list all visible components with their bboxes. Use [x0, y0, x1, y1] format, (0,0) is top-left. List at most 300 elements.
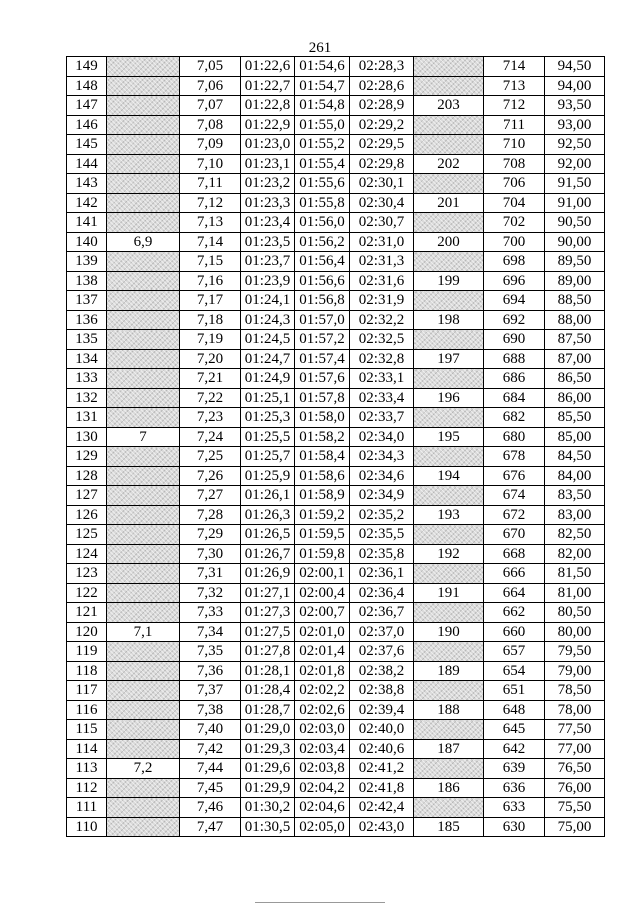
col8-cell: 700	[484, 232, 545, 252]
col6-cell: 02:31,3	[350, 252, 414, 272]
col5-cell: 01:56,4	[295, 252, 350, 272]
col7-cell: 189	[414, 661, 484, 681]
col7-cell	[414, 291, 484, 311]
col9-cell: 77,00	[545, 739, 605, 759]
points-cell: 117	[67, 681, 107, 701]
col8-cell: 712	[484, 96, 545, 116]
col4-cell: 01:24,5	[241, 330, 295, 350]
col4-cell: 01:25,3	[241, 408, 295, 428]
table-row	[67, 271, 605, 291]
col5-cell: 02:03,8	[295, 759, 350, 779]
table-row	[67, 174, 605, 194]
col4-cell: 01:30,2	[241, 798, 295, 818]
col5-cell: 01:55,0	[295, 115, 350, 135]
col8-cell: 714	[484, 57, 545, 77]
col4-cell: 01:22,9	[241, 115, 295, 135]
col9-cell: 79,50	[545, 642, 605, 662]
col5-cell: 02:00,7	[295, 603, 350, 623]
col2-cell	[107, 291, 180, 311]
col8-cell: 690	[484, 330, 545, 350]
col3-cell: 7,29	[180, 525, 241, 545]
col4-cell: 01:27,3	[241, 603, 295, 623]
col9-cell: 88,00	[545, 310, 605, 330]
col8-cell: 678	[484, 447, 545, 467]
col8-cell: 686	[484, 369, 545, 389]
col4-cell: 01:24,1	[241, 291, 295, 311]
col5-cell: 01:58,0	[295, 408, 350, 428]
points-cell: 142	[67, 193, 107, 213]
table-row	[67, 700, 605, 720]
col7-cell: 187	[414, 739, 484, 759]
col6-cell: 02:35,2	[350, 505, 414, 525]
col7-cell	[414, 330, 484, 350]
col8-cell: 674	[484, 486, 545, 506]
col9-cell: 82,50	[545, 525, 605, 545]
col7-cell	[414, 486, 484, 506]
col2-cell	[107, 252, 180, 272]
table-row	[67, 583, 605, 603]
col3-cell: 7,08	[180, 115, 241, 135]
points-cell: 141	[67, 213, 107, 233]
col8-cell: 645	[484, 720, 545, 740]
col2-cell	[107, 603, 180, 623]
col9-cell: 93,00	[545, 115, 605, 135]
table-row	[67, 603, 605, 623]
table-row	[67, 252, 605, 272]
points-cell: 124	[67, 544, 107, 564]
col2-cell	[107, 466, 180, 486]
table-row	[67, 778, 605, 798]
col2-cell: 7,1	[107, 622, 180, 642]
col8-cell: 660	[484, 622, 545, 642]
col8-cell: 688	[484, 349, 545, 369]
col2-cell	[107, 739, 180, 759]
col9-cell: 92,00	[545, 154, 605, 174]
col6-cell: 02:30,4	[350, 193, 414, 213]
col6-cell: 02:35,8	[350, 544, 414, 564]
col2-cell	[107, 408, 180, 428]
points-cell: 138	[67, 271, 107, 291]
col9-cell: 85,00	[545, 427, 605, 447]
col2-cell	[107, 700, 180, 720]
col6-cell: 02:36,7	[350, 603, 414, 623]
col8-cell: 676	[484, 466, 545, 486]
col6-cell: 02:37,0	[350, 622, 414, 642]
table-row	[67, 154, 605, 174]
col6-cell: 02:28,9	[350, 96, 414, 116]
col5-cell: 01:57,6	[295, 369, 350, 389]
col2-cell	[107, 447, 180, 467]
col3-cell: 7,18	[180, 310, 241, 330]
col7-cell: 202	[414, 154, 484, 174]
table-row	[67, 798, 605, 818]
col4-cell: 01:22,7	[241, 76, 295, 96]
table-row	[67, 408, 605, 428]
col3-cell: 7,19	[180, 330, 241, 350]
col5-cell: 02:00,4	[295, 583, 350, 603]
table-row	[67, 544, 605, 564]
col5-cell: 01:57,8	[295, 388, 350, 408]
col7-cell	[414, 115, 484, 135]
points-cell: 125	[67, 525, 107, 545]
col7-cell	[414, 603, 484, 623]
points-cell: 146	[67, 115, 107, 135]
col5-cell: 01:57,4	[295, 349, 350, 369]
col4-cell: 01:23,1	[241, 154, 295, 174]
col9-cell: 84,50	[545, 447, 605, 467]
col9-cell: 75,50	[545, 798, 605, 818]
col7-cell: 203	[414, 96, 484, 116]
points-cell: 113	[67, 759, 107, 779]
col2-cell: 6,9	[107, 232, 180, 252]
table-row	[67, 96, 605, 116]
points-cell: 147	[67, 96, 107, 116]
col3-cell: 7,25	[180, 447, 241, 467]
col6-cell: 02:34,9	[350, 486, 414, 506]
table-row	[67, 720, 605, 740]
col4-cell: 01:25,1	[241, 388, 295, 408]
col4-cell: 01:23,0	[241, 135, 295, 155]
col9-cell: 92,50	[545, 135, 605, 155]
col8-cell: 636	[484, 778, 545, 798]
col8-cell: 702	[484, 213, 545, 233]
col3-cell: 7,35	[180, 642, 241, 662]
col6-cell: 02:30,1	[350, 174, 414, 194]
col8-cell: 657	[484, 642, 545, 662]
col2-cell	[107, 115, 180, 135]
col7-cell: 192	[414, 544, 484, 564]
points-cell: 149	[67, 57, 107, 77]
col8-cell: 654	[484, 661, 545, 681]
col3-cell: 7,38	[180, 700, 241, 720]
points-cell: 128	[67, 466, 107, 486]
col9-cell: 84,00	[545, 466, 605, 486]
col2-cell	[107, 388, 180, 408]
col9-cell: 90,00	[545, 232, 605, 252]
col2-cell	[107, 798, 180, 818]
score-table	[66, 56, 605, 837]
col5-cell: 01:54,7	[295, 76, 350, 96]
col2-cell	[107, 778, 180, 798]
col8-cell: 696	[484, 271, 545, 291]
col6-cell: 02:29,5	[350, 135, 414, 155]
col4-cell: 01:22,8	[241, 96, 295, 116]
table-row	[67, 817, 605, 837]
col2-cell	[107, 525, 180, 545]
col6-cell: 02:32,8	[350, 349, 414, 369]
col2-cell	[107, 76, 180, 96]
col8-cell: 694	[484, 291, 545, 311]
col5-cell: 02:02,6	[295, 700, 350, 720]
col5-cell: 01:56,6	[295, 271, 350, 291]
col7-cell: 193	[414, 505, 484, 525]
col4-cell: 01:24,7	[241, 349, 295, 369]
col8-cell: 630	[484, 817, 545, 837]
col3-cell: 7,23	[180, 408, 241, 428]
col4-cell: 01:23,2	[241, 174, 295, 194]
col3-cell: 7,24	[180, 427, 241, 447]
col7-cell	[414, 369, 484, 389]
col4-cell: 01:25,7	[241, 447, 295, 467]
table-row	[67, 447, 605, 467]
col7-cell	[414, 252, 484, 272]
col4-cell: 01:23,9	[241, 271, 295, 291]
col4-cell: 01:29,6	[241, 759, 295, 779]
col9-cell: 79,00	[545, 661, 605, 681]
col3-cell: 7,44	[180, 759, 241, 779]
points-cell: 121	[67, 603, 107, 623]
col2-cell	[107, 720, 180, 740]
col7-cell: 194	[414, 466, 484, 486]
col9-cell: 77,50	[545, 720, 605, 740]
col5-cell: 01:58,4	[295, 447, 350, 467]
col9-cell: 78,50	[545, 681, 605, 701]
col5-cell: 01:58,2	[295, 427, 350, 447]
col5-cell: 02:04,2	[295, 778, 350, 798]
col6-cell: 02:37,6	[350, 642, 414, 662]
points-cell: 145	[67, 135, 107, 155]
col6-cell: 02:29,8	[350, 154, 414, 174]
col6-cell: 02:30,7	[350, 213, 414, 233]
col8-cell: 633	[484, 798, 545, 818]
col2-cell	[107, 564, 180, 584]
col8-cell: 711	[484, 115, 545, 135]
col5-cell: 01:59,5	[295, 525, 350, 545]
col9-cell: 83,00	[545, 505, 605, 525]
col9-cell: 89,50	[545, 252, 605, 272]
table-row	[67, 115, 605, 135]
points-cell: 148	[67, 76, 107, 96]
col2-cell	[107, 310, 180, 330]
col7-cell: 199	[414, 271, 484, 291]
col9-cell: 90,50	[545, 213, 605, 233]
col4-cell: 01:29,3	[241, 739, 295, 759]
col5-cell: 01:58,6	[295, 466, 350, 486]
col5-cell: 02:01,0	[295, 622, 350, 642]
col9-cell: 86,50	[545, 369, 605, 389]
col6-cell: 02:31,0	[350, 232, 414, 252]
col6-cell: 02:41,2	[350, 759, 414, 779]
col6-cell: 02:34,0	[350, 427, 414, 447]
col7-cell: 200	[414, 232, 484, 252]
col7-cell: 201	[414, 193, 484, 213]
col8-cell: 692	[484, 310, 545, 330]
col5-cell: 02:00,1	[295, 564, 350, 584]
col3-cell: 7,36	[180, 661, 241, 681]
points-cell: 120	[67, 622, 107, 642]
table-row	[67, 681, 605, 701]
col7-cell: 190	[414, 622, 484, 642]
col6-cell: 02:36,1	[350, 564, 414, 584]
points-cell: 110	[67, 817, 107, 837]
col4-cell: 01:24,3	[241, 310, 295, 330]
col6-cell: 02:32,5	[350, 330, 414, 350]
col7-cell	[414, 135, 484, 155]
col4-cell: 01:27,8	[241, 642, 295, 662]
col4-cell: 01:28,1	[241, 661, 295, 681]
col9-cell: 80,00	[545, 622, 605, 642]
col8-cell: 666	[484, 564, 545, 584]
col3-cell: 7,27	[180, 486, 241, 506]
col2-cell	[107, 174, 180, 194]
col4-cell: 01:26,9	[241, 564, 295, 584]
table-row	[67, 76, 605, 96]
col8-cell: 648	[484, 700, 545, 720]
col6-cell: 02:31,9	[350, 291, 414, 311]
col9-cell: 87,50	[545, 330, 605, 350]
table-row	[67, 57, 605, 77]
col3-cell: 7,37	[180, 681, 241, 701]
col3-cell: 7,15	[180, 252, 241, 272]
col6-cell: 02:43,0	[350, 817, 414, 837]
points-cell: 115	[67, 720, 107, 740]
col8-cell: 698	[484, 252, 545, 272]
col9-cell: 91,50	[545, 174, 605, 194]
points-cell: 111	[67, 798, 107, 818]
points-cell: 122	[67, 583, 107, 603]
table-row	[67, 622, 605, 642]
col6-cell: 02:41,8	[350, 778, 414, 798]
col8-cell: 668	[484, 544, 545, 564]
col7-cell	[414, 76, 484, 96]
points-cell: 126	[67, 505, 107, 525]
col6-cell: 02:29,2	[350, 115, 414, 135]
points-cell: 134	[67, 349, 107, 369]
col9-cell: 85,50	[545, 408, 605, 428]
col2-cell	[107, 135, 180, 155]
col4-cell: 01:26,3	[241, 505, 295, 525]
col3-cell: 7,14	[180, 232, 241, 252]
col8-cell: 713	[484, 76, 545, 96]
col8-cell: 706	[484, 174, 545, 194]
col2-cell	[107, 96, 180, 116]
col3-cell: 7,47	[180, 817, 241, 837]
col8-cell: 710	[484, 135, 545, 155]
col2-cell	[107, 213, 180, 233]
points-cell: 118	[67, 661, 107, 681]
points-cell: 139	[67, 252, 107, 272]
col4-cell: 01:26,7	[241, 544, 295, 564]
table-row	[67, 486, 605, 506]
col5-cell: 01:55,2	[295, 135, 350, 155]
col6-cell: 02:32,2	[350, 310, 414, 330]
col3-cell: 7,28	[180, 505, 241, 525]
table-row	[67, 427, 605, 447]
col9-cell: 76,00	[545, 778, 605, 798]
col3-cell: 7,34	[180, 622, 241, 642]
col4-cell: 01:25,9	[241, 466, 295, 486]
col3-cell: 7,07	[180, 96, 241, 116]
table-row	[67, 564, 605, 584]
col4-cell: 01:23,5	[241, 232, 295, 252]
points-cell: 112	[67, 778, 107, 798]
col3-cell: 7,30	[180, 544, 241, 564]
points-cell: 135	[67, 330, 107, 350]
points-cell: 136	[67, 310, 107, 330]
table-row	[67, 505, 605, 525]
col5-cell: 02:01,4	[295, 642, 350, 662]
col5-cell: 01:55,8	[295, 193, 350, 213]
col5-cell: 01:57,0	[295, 310, 350, 330]
col8-cell: 642	[484, 739, 545, 759]
col6-cell: 02:42,4	[350, 798, 414, 818]
col5-cell: 02:04,6	[295, 798, 350, 818]
col9-cell: 94,50	[545, 57, 605, 77]
points-cell: 133	[67, 369, 107, 389]
col3-cell: 7,06	[180, 76, 241, 96]
col7-cell: 196	[414, 388, 484, 408]
col8-cell: 684	[484, 388, 545, 408]
col8-cell: 682	[484, 408, 545, 428]
points-cell: 143	[67, 174, 107, 194]
page-edge-rule	[255, 902, 385, 903]
points-cell: 144	[67, 154, 107, 174]
col7-cell: 195	[414, 427, 484, 447]
col9-cell: 87,00	[545, 349, 605, 369]
col3-cell: 7,12	[180, 193, 241, 213]
col4-cell: 01:23,3	[241, 193, 295, 213]
points-cell: 131	[67, 408, 107, 428]
col8-cell: 664	[484, 583, 545, 603]
col2-cell	[107, 369, 180, 389]
col7-cell	[414, 642, 484, 662]
col9-cell: 82,00	[545, 544, 605, 564]
table-body	[67, 57, 605, 837]
col5-cell: 02:02,2	[295, 681, 350, 701]
col2-cell	[107, 817, 180, 837]
col6-cell: 02:38,2	[350, 661, 414, 681]
col5-cell: 02:05,0	[295, 817, 350, 837]
col2-cell: 7,2	[107, 759, 180, 779]
col7-cell	[414, 759, 484, 779]
col6-cell: 02:39,4	[350, 700, 414, 720]
table-row	[67, 642, 605, 662]
table-row	[67, 330, 605, 350]
col4-cell: 01:27,5	[241, 622, 295, 642]
col8-cell: 670	[484, 525, 545, 545]
col5-cell: 01:59,8	[295, 544, 350, 564]
col5-cell: 01:57,2	[295, 330, 350, 350]
col4-cell: 01:22,6	[241, 57, 295, 77]
col6-cell: 02:33,4	[350, 388, 414, 408]
points-cell: 116	[67, 700, 107, 720]
table-row	[67, 388, 605, 408]
col9-cell: 81,50	[545, 564, 605, 584]
col7-cell: 185	[414, 817, 484, 837]
table-row	[67, 759, 605, 779]
col8-cell: 651	[484, 681, 545, 701]
points-cell: 137	[67, 291, 107, 311]
col5-cell: 01:55,6	[295, 174, 350, 194]
col6-cell: 02:34,3	[350, 447, 414, 467]
col4-cell: 01:26,5	[241, 525, 295, 545]
col8-cell: 708	[484, 154, 545, 174]
col2-cell	[107, 544, 180, 564]
col9-cell: 88,50	[545, 291, 605, 311]
col3-cell: 7,09	[180, 135, 241, 155]
col5-cell: 01:55,4	[295, 154, 350, 174]
col2-cell	[107, 57, 180, 77]
col6-cell: 02:34,6	[350, 466, 414, 486]
col4-cell: 01:29,9	[241, 778, 295, 798]
col7-cell	[414, 525, 484, 545]
col5-cell: 02:03,0	[295, 720, 350, 740]
points-cell: 123	[67, 564, 107, 584]
col7-cell: 186	[414, 778, 484, 798]
col5-cell: 01:56,2	[295, 232, 350, 252]
col4-cell: 01:28,4	[241, 681, 295, 701]
col2-cell	[107, 661, 180, 681]
